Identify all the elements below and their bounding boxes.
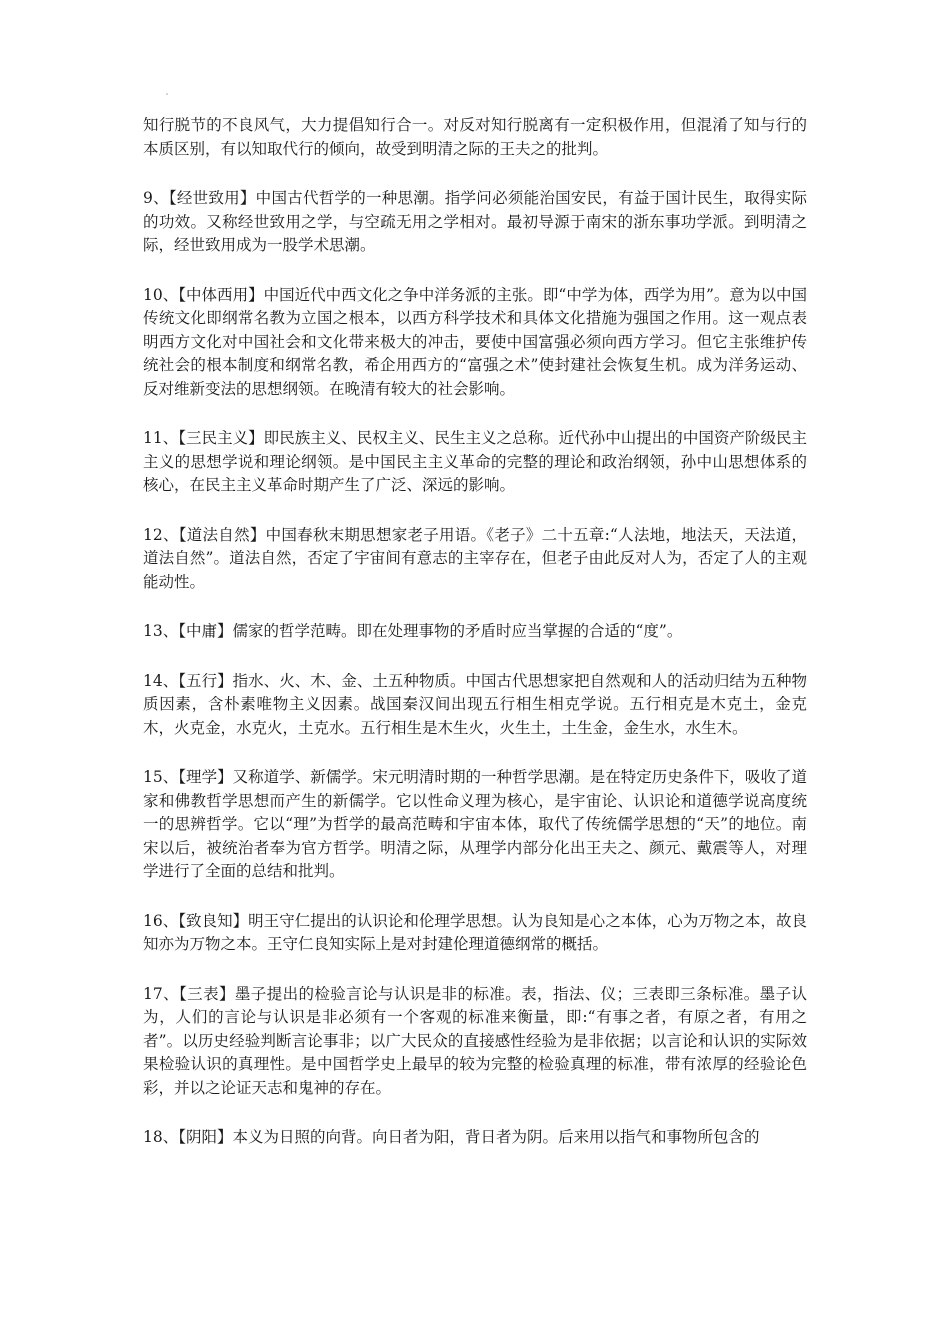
paragraph-item-11: 11、【三民主义】即民族主义、民权主义、民生主义之总称。近代孙中山提出的中国资产阶级民主主义的思想学说和理论纲领。是中国民主主义革命的完整的理论和政治纲领，孙中山思想体系的核心，在民主主义革命时期产生了广泛、深远的影响。 <box>143 429 807 494</box>
paragraph-item-9: 9、【经世致用】中国古代哲学的一种思潮。指学问必须能治国安民，有益于国计民生，取得实际的功效。又称经世致用之学，与空疏无用之学相对。最初导源于南宋的浙东事功学派。到明清之际，经世致用成为一股学术思潮。 <box>143 189 807 254</box>
paragraph-item-13: 13、【中庸】儒家的哲学范畴。即在处理事物的矛盾时应当掌握的合适的“度”。 <box>143 622 683 640</box>
paragraph-item-15: 15、【理学】又称道学、新儒学。宋元明清时期的一种哲学思潮。是在特定历史条件下，吸收了道家和佛教哲学思想而产生的新儒学。它以性命义理为核心，是宇宙论、认识论和道德学说高度统一的思辨哲学。它以“理”为哲学的最高范畴和宇宙本体，取代了传统儒学思想的“天”的地位。南宋以后，被统治者奉为官方哲学。明清之际，从理学内部分化出王夫之、颜元、戴震等人，对理学进行了全面的总结和批判。 <box>143 768 807 880</box>
paragraph-item-12: 12、【道法自然】中国春秋末期思想家老子用语。《老子》二十五章:“人法地，地法天，天法道，道法自然”。道法自然，否定了宇宙间有意志的主宰存在，但老子由此反对人为，否定了人的主观能动性。 <box>143 525 807 591</box>
paragraph-item-18: 18、【阴阳】本义为日照的向背。向日者为阳，背日者为阴。后来用以指气和事物所包含的 <box>143 1128 760 1146</box>
paragraph-item-14: 14、【五行】指水、火、木、金、土五种物质。中国古代思想家把自然观和人的活动归结为五种物质因素，含朴素唯物主义因素。战国秦汉间出现五行相生相克学说。五行相克是木克土，金克木，火克金，水克火，土克水。五行相生是木生火，火生土，土生金，金生水，水生木。 <box>143 671 807 737</box>
document-body <box>143 114 807 1150</box>
paragraph-continuation: 知行脱节的不良风气，大力提倡知行合一。对反对知行脱离有一定积极作用，但混淆了知与行的本质区别，有以知取代行的倾向，故受到明清之际的王夫之的批判。 <box>143 116 807 158</box>
paragraph-item-16: 16、【致良知】明王守仁提出的认识论和伦理学思想。认为良知是心之本体，心为万物之本，故良知亦为万物之本。王守仁良知实际上是对封建伦理道德纲常的概括。 <box>143 911 807 953</box>
paragraph-item-10: 10、【中体西用】中国近代中西文化之争中洋务派的主张。即“中学为体，西学为用”。意为以中国传统文化即纲常名教为立国之根本，以西方科学技术和具体文化措施为强国之作用。这一观点表明西方文化对中国社会和文化带来极大的冲击，要使中国富强必须向西方学习。但它主张维护传统社会的根本制度和纲常名教，希企用西方的“富强之术”使封建社会恢复生机。成为洋务运动、反对维新变法的思想纲领。在晚清有较大的社会影响。 <box>143 285 807 398</box>
paragraph-item-17: 17、【三表】墨子提出的检验言论与认识是非的标准。表，指法、仪；三表即三条标准。墨子认为，人们的言论与认识是非必须有一个客观的标准来衡量，即:“有事之者，有原之者，有用之者”。以历史经验判断言论事非；以广大民众的直接感性经验为是非依据；以言论和认识的实际效果检验认识的真理性。是中国哲学史上最早的较为完整的检验真理的标准，带有浓厚的经验论色彩，并以之论证天志和鬼神的存在。 <box>143 984 807 1097</box>
scan-dot <box>166 93 168 95</box>
